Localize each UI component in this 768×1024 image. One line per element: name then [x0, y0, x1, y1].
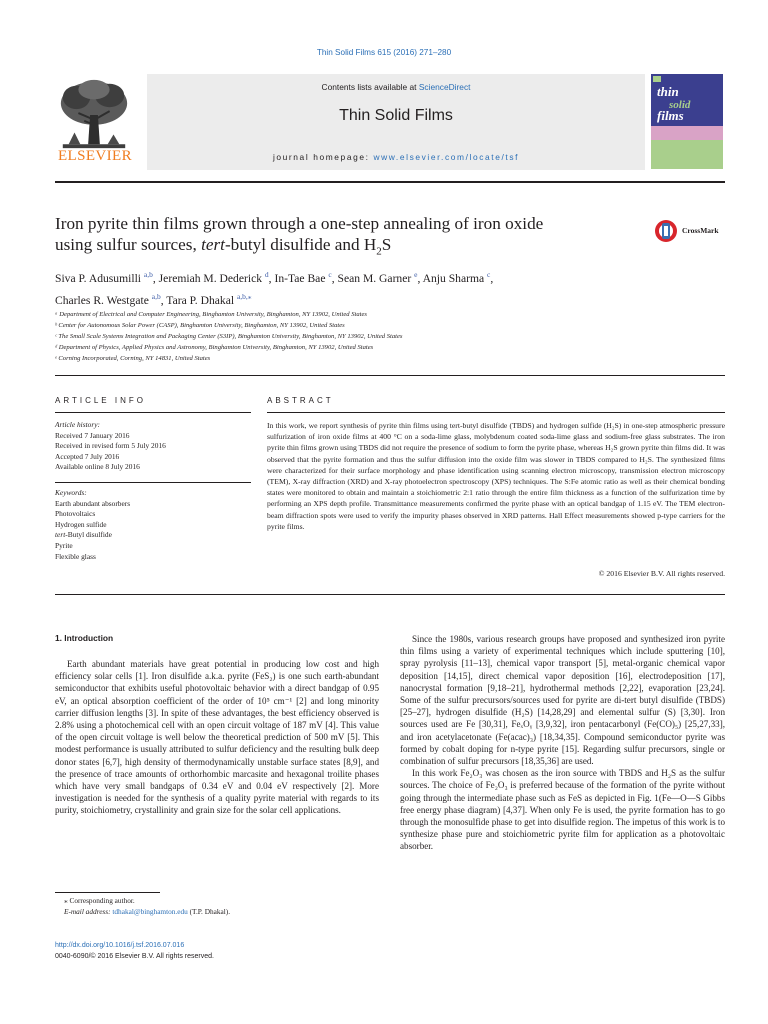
- contents-line: [147, 82, 645, 92]
- article-info-heading: ARTICLE INFO: [55, 396, 146, 405]
- author-list: [55, 266, 695, 310]
- section-rule: [55, 375, 725, 376]
- body-column-right: [400, 633, 725, 853]
- journal-citation[interactable]: Thin Solid Films 615 (2016) 271–280: [316, 48, 452, 57]
- doi-link[interactable]: http://dx.doi.org/10.1016/j.tsf.2016.07.016: [55, 942, 185, 949]
- history-item: Received 7 January 2016: [55, 430, 130, 440]
- journal-title: Thin Solid Films: [339, 107, 453, 124]
- title-line-2: using sulfur sources, tert-butyl disulfide and $H_2S$: [55, 235, 392, 258]
- author-name: Charles R. Westgate: [55, 293, 152, 307]
- author-affiliation-marker[interactable]: a,b: [143, 270, 153, 279]
- elsevier-tree-icon: [55, 76, 133, 154]
- affiliation-item: ᵈ Department of Physics, Applied Physics and Astronomy, Binghamton University, Binghamton, NY 13902, United States: [55, 344, 374, 351]
- intro-paragraph-2: Since the 1980s, various research groups have proposed and synthesized iron pyrite thin films using a variety of experimental techniques which include sputtering [10], spray pyrolysis [11–13], chemical vapor transport [5], metal-organic chemical vapor deposition [14,15], direct chemical vapor deposition [16], electrodeposition [17], nanocrystal formation [9,18–21], hydrothermal methods [2,22], evaporation [23,24]. Some of the sulfur precursors/sources used for pyrite are di-tert butyl disulfide (TBDS) [25–27], hydrogen disulfide (H₂S) [14,28,29] and elemental sulfur (S) [3,30]. Iron sources used are Fe [30,31], FeₓOᵧ [3,9,32], iron pentacarbonyl (Fe(CO)₅) [25,27,33], and iron acetylacetonate (Fe(acac)₃) [18,34,35]. Compound semiconductor pyrite was formed by cobalt doping for n-type pyrite [15]. Regarding sulfur precursors, single or combination of sulfur precursors [18,35,36] are used.: [400, 634, 725, 767]
- intro-paragraph-3: In this work Fe₂O₃ was chosen as the iron source with TBDS and H₂S as the sulfur sources. The choice of Fe₂O₃ is preferred because of the formation of the pyrite without going through the intermediate phase such as FeS as depicted in Fig. 1(Fe—O—S Gibbs free energy phase diagram) [4,37]. When only Fe is used, the pyrite formation has to go through the monosulfide phase to get into disulfide region. The impetus of this work is to synthesize phase pure and stoichiometric pyrite film for application as a photovoltaic absorber.: [400, 768, 725, 852]
- body-column-left: [55, 658, 379, 817]
- crossmark-badge[interactable]: [654, 218, 734, 244]
- sciencedirect-link[interactable]: ScienceDirect: [418, 82, 471, 92]
- abstract-bottom-rule: [55, 594, 725, 595]
- journal-header: [55, 74, 695, 178]
- article-title: [55, 213, 625, 262]
- crossmark-icon: [654, 218, 678, 244]
- history-item: Accepted 7 July 2016: [55, 451, 120, 461]
- contents-prefix: Contents lists available at: [321, 82, 419, 92]
- history-item: Received in revised form 5 July 2016: [55, 441, 166, 451]
- author-affiliation-marker[interactable]: e: [414, 270, 418, 279]
- introduction-heading: 1. Introduction: [55, 633, 114, 643]
- cover-word-films: films: [657, 108, 684, 123]
- journal-cover-image[interactable]: [651, 74, 723, 169]
- author-name: , Tara P. Dhakal: [160, 293, 237, 307]
- affiliation-item: ᶜ The Small Scale Systems Integration and Packaging Center (S3IP), Binghamton University, Binghamton, NY 13902, United States: [55, 333, 403, 340]
- keyword-item: Flexible glass: [55, 551, 96, 561]
- article-history: [55, 420, 251, 473]
- title-line-1: Iron pyrite thin films grown through a one-step annealing of iron oxide: [55, 214, 544, 233]
- footnote-rule: [55, 892, 160, 893]
- intro-paragraph-1: Earth abundant materials have great potential in producing low cost and high efficiency solar cells [1]. Iron disulfide a.k.a. pyrite (FeS₂) is one such earth-abundant semiconductor that exhibits useful photovoltaic behavior with a direct bandgap of 0.95 eV, an optical absorption coefficient of the order of 10⁵ cm⁻¹ [2] and long minority carrier diffusion lengths [3]. In spite of these advantages, the best efficiency observed is 2.8% using a photochemical cell with an open circuit voltage of 187 mV [4]. This value of the open circuit voltage is well below the theoretical prediction of 500 mV [5]. This modest performance is usually attributed to sulfur deficiency and the resulting bulk deep donor states [6,7], high density of thermodynamically unstable surface states [8,9], and the presence of trace amounts of orthorhombic marcasite and hexagonal troilite phases which have very small bandgaps of 0.34 eV and 0.04 eV respectively [2]. More investigation is needed for the synthesis of a quality pyrite material with regards to its purity, stoichiometry, crystallinity and grain size for the solar cell applications.: [55, 659, 379, 816]
- keyword-item: Earth abundant absorbers: [55, 498, 131, 508]
- keyword-item: Hydrogen sulfide: [55, 519, 107, 529]
- keyword-item: [55, 530, 251, 541]
- info-rule: [55, 412, 251, 413]
- corresponding-author-footnote: [64, 895, 374, 917]
- author-name: Siva P. Adusumilli: [55, 271, 144, 285]
- abstract-text: In this work, we report synthesis of pyrite thin films using tert-butyl disulfide (TBDS) and hydrogen sulfide (H₂S) in one-step atmospheric pressure sulfurization of iron oxide films at 400 °C on a soda-lime glass, molybdenum coated soda-lime glass and sodium-free glass substrates. The iron pyrite thin films grown using TBDS did not require the presence of sodium to form the pyrite phase, whereas H₂S grown pyrite thin films did. It was observed that the pyrite formation and thus the sulfur diffusion into the oxide film was slower in TBDS compared to H₂S. The synthesized films were characterized for their surface morphology and phase identification using scanning electron microscopy, transmission electron microscopy (TEM), X-ray diffraction (XRD) and X-ray photoelectron spectroscopy (XPS) techniques. The S:Fe atomic ratio as well as their chemical bonding states were monitored to obtain and maintain a stoichiometric 2:1 ratio through the entire film thickness as a function of the sulfurization time by performing an XPS depth profile. Transmittance measurements confirmed the pyrite phase with an optical bandgap of 1.15 eV. The TEM electron-beam diffraction spots were used to verify the impurity phases observed in XRD patterns. Hall Effect measurements showed p-type carriers for the pyrite films.: [267, 421, 725, 531]
- abstract-rule: [267, 412, 725, 413]
- email-label: E-mail address:: [64, 907, 113, 916]
- cover-word-solid: solid: [669, 99, 691, 111]
- author-affiliation-marker[interactable]: a,b,⁎: [236, 291, 252, 301]
- author-name: , Jeremiah M. Dederick: [152, 271, 265, 285]
- history-list: [55, 431, 251, 473]
- keywords-list: [55, 499, 251, 563]
- keyword-italic-prefix: tert: [55, 530, 66, 540]
- author-name: , Sean M. Garner: [331, 271, 415, 285]
- homepage-prefix: journal homepage:: [272, 152, 374, 162]
- footnote-mark: ⁎ Corresponding author.: [64, 896, 135, 905]
- affiliation-item: ᵃ Department of Electrical and Computer Engineering, Binghamton University, Binghamton, NY 13902, United States: [55, 311, 367, 318]
- elsevier-logo[interactable]: [55, 76, 135, 168]
- author-name: ,: [490, 271, 494, 285]
- keyword-item: Pyrite: [55, 540, 73, 550]
- history-item: Available online 8 July 2016: [55, 462, 140, 472]
- author-affiliation-marker[interactable]: c: [328, 270, 332, 279]
- affiliation-item: ᵇ Center for Autonomous Solar Power (CASP), Binghamton University, Binghamton, NY 13902, United States: [55, 322, 345, 329]
- doi-block: [55, 940, 355, 962]
- issn-line: 0040-6090/© 2016 Elsevier B.V. All rights reserved.: [55, 953, 214, 960]
- authors-line-1: [55, 266, 695, 288]
- cover-word-thin: thin: [657, 84, 679, 99]
- keyword-item: Photovoltaics: [55, 509, 96, 519]
- history-label: Article history:: [55, 420, 100, 429]
- homepage-link[interactable]: www.elsevier.com/locate/tsf: [373, 152, 520, 162]
- publisher-name: ELSEVIER: [57, 148, 133, 164]
- author-affiliation-marker[interactable]: c: [487, 270, 491, 279]
- author-name: , In-Tae Bae: [268, 271, 329, 285]
- keywords-rule: [55, 482, 251, 483]
- journal-info-box: [147, 74, 645, 170]
- keywords-label: Keywords:: [55, 488, 87, 497]
- crossmark-label: CrossMark: [682, 226, 719, 235]
- author-email-link[interactable]: tdhakal@binghamton.edu: [112, 907, 188, 916]
- author-affiliation-marker[interactable]: d: [264, 270, 269, 279]
- email-suffix: (T.P. Dhakal).: [187, 907, 231, 916]
- affiliation-item: ᵉ Corning Incorporated, Corning, NY 14831, United States: [55, 355, 211, 362]
- affiliations: [55, 309, 695, 364]
- homepage-line: [147, 152, 645, 162]
- keywords: [55, 488, 251, 562]
- keyword-text: -Butyl disulfide: [65, 530, 112, 540]
- author-affiliation-marker[interactable]: a,b: [151, 291, 161, 301]
- authors-line-2: [55, 288, 695, 310]
- author-name: , Anju Sharma: [417, 271, 488, 285]
- header-rule: [55, 181, 725, 183]
- abstract-heading: ABSTRACT: [267, 396, 334, 405]
- abstract-copyright: © 2016 Elsevier B.V. All rights reserved.: [598, 569, 725, 578]
